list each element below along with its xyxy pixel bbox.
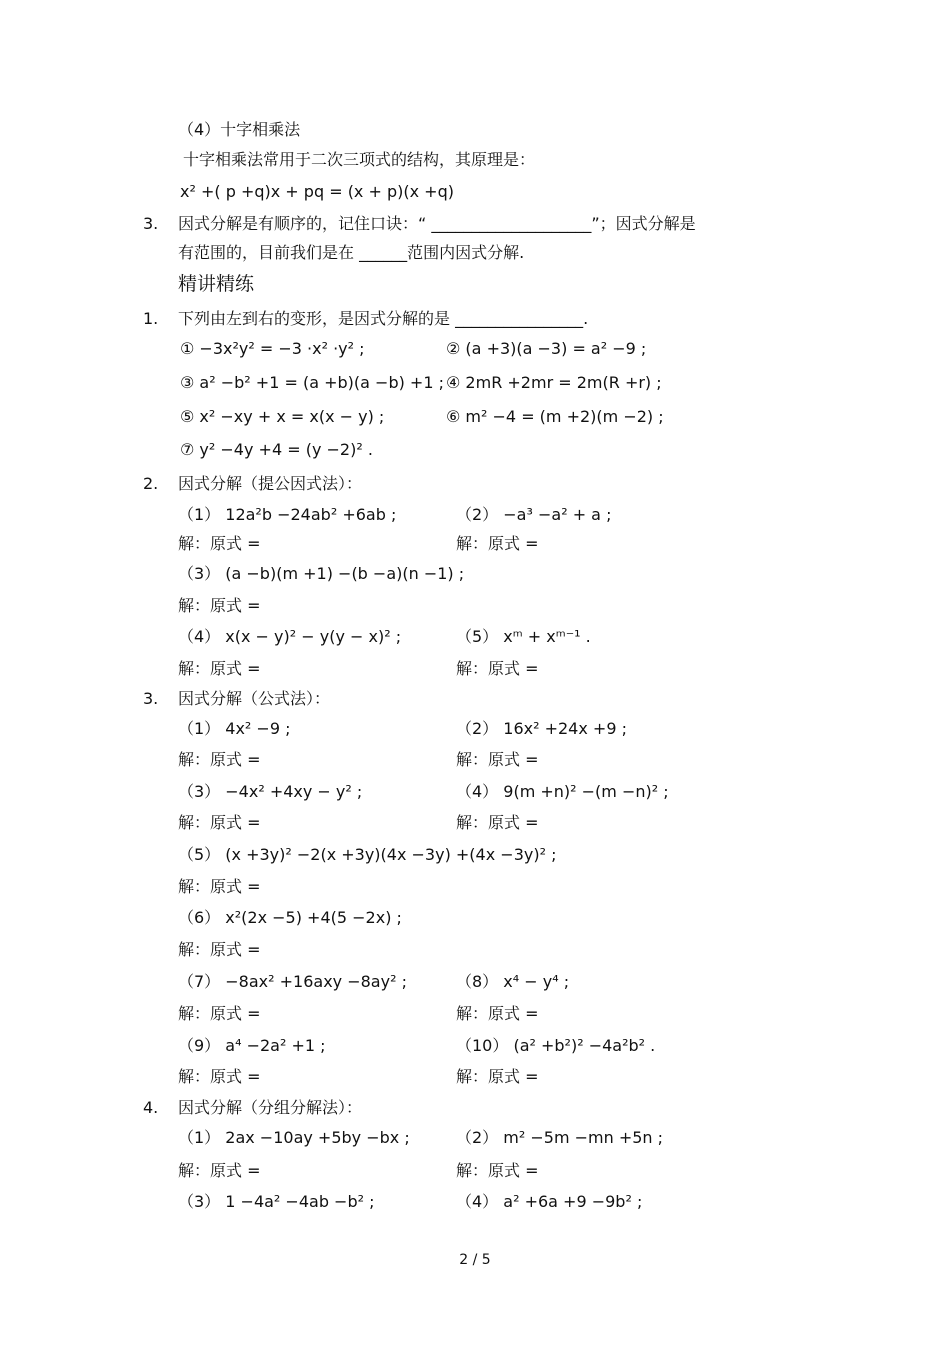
solution-label: 解：原式 = (178, 659, 261, 678)
q3-problem-2: （2） 16x² +24x +9 ; (456, 719, 627, 738)
solution-label: 解：原式 = (456, 1161, 539, 1180)
solution-label: 解：原式 = (178, 534, 261, 553)
solution-label: 解：原式 = (178, 940, 261, 959)
q3-problem-5: （5） (x +3y)² −2(x +3y)(4x −3y) +(4x −3y)² ; (178, 845, 557, 864)
cross-method-formula: x² +( p +q)x + pq = (x + p)(x +q) (180, 182, 454, 201)
solution-label: 解：原式 = (178, 1067, 261, 1086)
solution-label: 解：原式 = (456, 1067, 539, 1086)
q3-problem-6: （6） x²(2x −5) +4(5 −2x) ; (178, 908, 402, 927)
solution-label: 解：原式 = (456, 813, 539, 832)
question-1-number: 1. (143, 309, 159, 328)
q2-problem-3: （3） (a −b)(m +1) −(b −a)(n −1) ; (178, 564, 465, 583)
page-number: 2 / 5 (459, 1252, 491, 1268)
solution-label: 解：原式 = (456, 750, 539, 769)
solution-label: 解：原式 = (178, 877, 261, 896)
q4-problem-2: （2） m² −5m −mn +5n ; (456, 1128, 664, 1147)
solution-label: 解：原式 = (178, 596, 261, 615)
note-number: 3. (143, 214, 159, 233)
q4-problem-4: （4） a² +6a +9 −9b² ; (456, 1192, 643, 1211)
solution-label: 解：原式 = (456, 659, 539, 678)
method-heading: （4）十字相乘法 (178, 120, 301, 139)
q4-problem-3: （3） 1 −4a² −4ab −b² ; (178, 1192, 375, 1211)
q1-option-1: ① −3x²y² = −3 ·x² ·y² ; (180, 339, 365, 358)
q1-option-5: ⑤ x² −xy + x = x(x − y) ; (180, 407, 385, 426)
solution-label: 解：原式 = (178, 1004, 261, 1023)
q1-option-7: ⑦ y² −4y +4 = (y −2)² . (180, 440, 373, 459)
question-3-stem: 因式分解（公式法）： (178, 689, 331, 708)
q1-option-4: ④ 2mR +2mr = 2m(R +r) ; (446, 373, 662, 392)
solution-label: 解：原式 = (456, 534, 539, 553)
q3-problem-4: （4） 9(m +n)² −(m −n)² ; (456, 782, 669, 801)
method-description: 十字相乘法常用于二次三项式的结构，其原理是： (183, 150, 536, 169)
q3-problem-3: （3） −4x² +4xy − y² ; (178, 782, 363, 801)
q4-problem-1: （1） 2ax −10ay +5by −bx ; (178, 1128, 410, 1147)
solution-label: 解：原式 = (178, 813, 261, 832)
q3-problem-10: （10） (a² +b²)² −4a²b² . (456, 1036, 656, 1055)
question-4-number: 4. (143, 1098, 159, 1117)
question-2-number: 2. (143, 474, 159, 493)
q3-problem-1: （1） 4x² −9 ; (178, 719, 291, 738)
q3-problem-7: （7） −8ax² +16axy −8ay² ; (178, 972, 407, 991)
solution-label: 解：原式 = (178, 750, 261, 769)
question-3-number: 3. (143, 689, 159, 708)
question-1-stem: 下列由左到右的变形，是因式分解的是 ________________. (178, 309, 589, 328)
q2-problem-5: （5） xᵐ + xᵐ⁻¹ . (456, 627, 591, 646)
question-4-stem: 因式分解（分组分解法）： (178, 1098, 363, 1117)
q3-problem-9: （9） a⁴ −2a² +1 ; (178, 1036, 326, 1055)
solution-label: 解：原式 = (456, 1004, 539, 1023)
q2-problem-1: （1） 12a²b −24ab² +6ab ; (178, 505, 397, 524)
note-line-1: 因式分解是有顺序的，记住口诀：“ ____________________”；因式分解是 (178, 214, 696, 233)
solution-label: 解：原式 = (178, 1161, 261, 1180)
question-2-stem: 因式分解（提公因式法）： (178, 474, 363, 493)
q2-problem-2: （2） −a³ −a² + a ; (456, 505, 612, 524)
q1-option-6: ⑥ m² −4 = (m +2)(m −2) ; (446, 407, 664, 426)
q2-problem-4: （4） x(x − y)² − y(y − x)² ; (178, 627, 402, 646)
note-line-2: 有范围的，目前我们是在 ______范围内因式分解. (178, 243, 525, 262)
q1-option-3: ③ a² −b² +1 = (a +b)(a −b) +1 ; (180, 373, 444, 392)
q3-problem-8: （8） x⁴ − y⁴ ; (456, 972, 570, 991)
q1-option-2: ② (a +3)(a −3) = a² −9 ; (446, 339, 647, 358)
section-title: 精讲精练 (178, 273, 255, 295)
